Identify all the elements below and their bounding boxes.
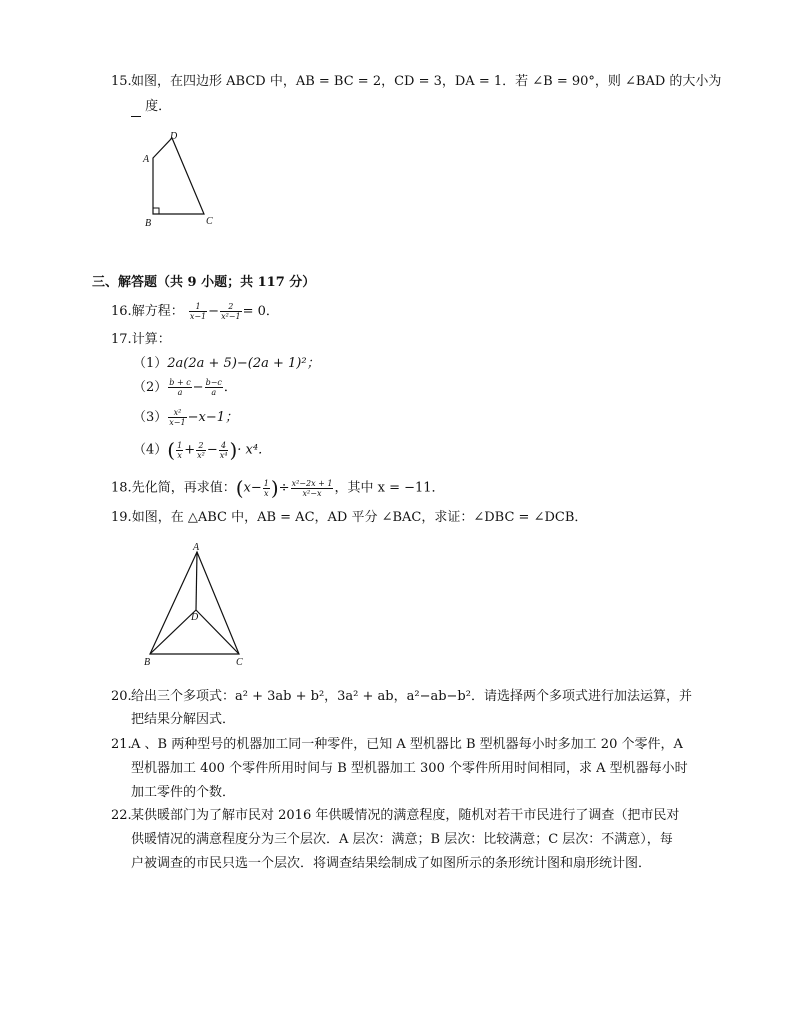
label-b: B <box>145 218 152 229</box>
q20-line2: 把结果分解因式． <box>131 712 236 727</box>
q22-line3: 户被调查的市民只选一个层次．将调查结果绘制成了如图所示的条形统计图和扇形统计图． <box>131 856 652 871</box>
q22-number: 22. <box>111 808 132 823</box>
q15-line2-text: 度． <box>145 99 172 114</box>
q17-part1: （1）2a(2a + 5)−(2a + 1)²； <box>133 356 320 371</box>
q18-fraction-2: $\frac{\text{x²−2x + 1}}{\text{x²−x}}$ <box>291 478 333 498</box>
q21-line2: 型机器加工 400 个零件所用时间与 B 型机器加工 300 个零件所用时间相同，求 A 型机器每小时 <box>131 761 688 776</box>
q17-p3-fraction: $\frac{\text{x²}}{x-1}$ <box>169 408 186 427</box>
triangle-abc <box>150 552 239 654</box>
q16-fraction-1: $\frac{1}{x-1}$ <box>189 302 207 321</box>
q17-number: 17. <box>111 332 132 347</box>
q17-heading <box>111 330 171 350</box>
q15-number: 15. <box>111 74 132 89</box>
q17-part4: （4）( $\frac{1}{x}$ + $\frac{2}{\text{x²}}$ − $\frac{4}{\text{x⁴}}$ )· x⁴． <box>133 438 272 462</box>
q16: 16.解方程： $\frac{1}{x-1}$ − $\frac{2}{\text{x²−1}}$ = 0． <box>111 302 279 321</box>
q18-fraction-1: $\frac{1}{x}$ <box>263 478 269 498</box>
q17-part2: （2） $\frac{b + c}{a}$ − $\frac{b-c}{a}$ ． <box>133 378 237 397</box>
q20-line1: 给出三个多项式：a² + 3ab + b²，3a² + ab，a²−ab−b²．请选择两个多项式进行加法运算，并 <box>131 689 692 704</box>
q15-quadrilateral-figure <box>140 128 230 230</box>
label-c: C <box>236 657 243 668</box>
label-a: A <box>143 154 150 165</box>
q22-line1: 某供暖部门为了解市民对 2016 年供暖情况的满意程度，随机对若干市民进行了调查（把市民对 <box>131 808 680 823</box>
q17-p4-fraction-1: $\frac{1}{x}$ <box>177 440 183 460</box>
q19: 19.如图，在 △ABC 中，AB = AC，AD 平分 ∠BAC，求证：∠DBC = ∠DCB． <box>111 510 588 525</box>
label-b: B <box>144 657 151 668</box>
q16-suffix: = 0． <box>242 304 279 319</box>
segment-cd <box>196 610 239 654</box>
q17-p2-fraction-1: $\frac{b + c}{a}$ <box>169 378 191 397</box>
q19-triangle-figure <box>140 538 256 670</box>
q17-p4-fraction-3: $\frac{4}{\text{x⁴}}$ <box>219 440 228 460</box>
q21-number: 21. <box>111 737 132 752</box>
section-title: 三、解答题（共 9 小题；共 117 分） <box>92 275 316 290</box>
q21-line3: 加工零件的个数． <box>131 785 236 800</box>
q20-number: 20. <box>111 689 132 704</box>
q16-fraction-2: $\frac{2}{\text{x²−1}}$ <box>221 302 241 321</box>
q16-prefix: 解方程： <box>131 304 184 319</box>
q17-p2-fraction-2: $\frac{b-c}{a}$ <box>205 378 222 397</box>
q15-text-line1: 如图，在四边形 ABCD 中，AB = BC = 2，CD = 3，DA = 1．若 ∠B = 90°，则 ∠BAD 的大小为 <box>131 74 722 89</box>
right-angle-mark <box>153 208 159 214</box>
q17-title: 计算： <box>131 332 171 347</box>
q16-number: 16. <box>111 304 132 319</box>
q18: 18.先化简，再求值：(x− $\frac{1}{x}$ )÷ $\frac{\text{x²−2x + 1}}{\text{x²−x}}$ ，其中 x = −11． <box>111 476 445 500</box>
label-a: A <box>193 542 200 553</box>
label-c: C <box>206 216 213 227</box>
answer-blank <box>131 104 141 117</box>
segment-bd <box>150 610 196 654</box>
label-d: D <box>191 612 199 623</box>
label-d: D <box>170 131 178 142</box>
q21-line1: A 、B 两种型号的机器加工同一种零件，已知 A 型机器比 B 型机器每小时多加工 20 个零件，A <box>131 737 683 752</box>
q22-line2: 供暖情况的满意程度分为三个层次．A 层次：满意；B 层次：比较满意；C 层次：不满意），每 <box>131 832 673 847</box>
q17-p4-fraction-2: $\frac{2}{\text{x²}}$ <box>197 440 205 460</box>
quadrilateral-abcd <box>153 138 204 214</box>
q15-text-line2 <box>131 97 171 117</box>
q17-part3: （3） $\frac{\text{x²}}{x-1}$ −x−1； <box>133 408 238 427</box>
segment-ad <box>196 552 197 610</box>
